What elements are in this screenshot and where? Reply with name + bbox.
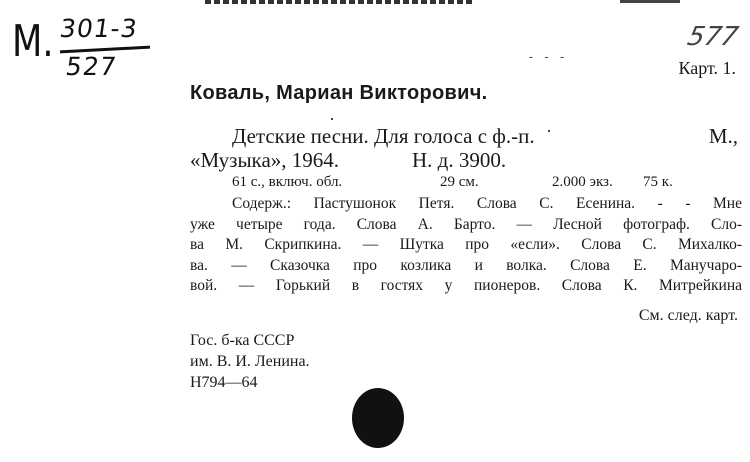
- library-line: Н794—64: [190, 374, 258, 391]
- publication-place: М.,: [708, 124, 738, 148]
- contents-line: вой. — Горький в гостях у пионеров. Слова К. Митрейкина: [190, 277, 742, 295]
- see-next-card: См. след. карт.: [638, 307, 738, 324]
- collation-cost: 75 к.: [643, 174, 673, 190]
- library-line: Гос. б-ка СССР: [190, 332, 295, 349]
- work-title: Детские песни. Для голоса с ф.-п.: [232, 124, 535, 148]
- collation-print-run: 2.000 экз.: [552, 174, 613, 190]
- shelfmark-numerator: 301-3: [57, 14, 140, 43]
- library-line: им. В. И. Ленина.: [190, 353, 310, 370]
- card-top-edge: [205, 0, 475, 4]
- card-number: Карт. 1.: [678, 58, 736, 78]
- author-heading: Коваль, Мариан Викторович.: [190, 82, 488, 104]
- ink-speck: [331, 118, 333, 120]
- contents-line: ва. — Сказочка про козлика и волка. Слова Е. Манучаро-: [190, 256, 742, 274]
- contents-line: уже четыре года. Слова А. Барто. — Лесной фотограф. Сло-: [190, 215, 742, 233]
- contents-line: Содерж.: Пастушонок Петя. Слова С. Есенина. - - Мне: [232, 195, 742, 212]
- shelfmark-letter: М.: [12, 16, 54, 67]
- stray-marks: - - -: [527, 50, 567, 65]
- library-imprint: [190, 330, 310, 393]
- card-top-edge-fragment: [620, 0, 680, 3]
- card-punch-hole: [352, 388, 404, 448]
- collation-size: 29 см.: [440, 174, 479, 190]
- contents-note: [190, 194, 742, 297]
- price-note: Н. д. 3900.: [412, 148, 507, 172]
- collation-pages: 61 с., включ. обл.: [232, 174, 343, 190]
- handwritten-shelfmark: [10, 10, 160, 90]
- contents-line: ва М. Скрипкина. — Шутка про «если». Слова С. Михалко-: [190, 236, 742, 254]
- corner-handwritten-number: 577: [685, 22, 742, 52]
- ink-speck: [548, 130, 550, 132]
- shelfmark-denominator: 527: [63, 52, 119, 81]
- publisher-year: «Музыка», 1964.: [190, 148, 340, 172]
